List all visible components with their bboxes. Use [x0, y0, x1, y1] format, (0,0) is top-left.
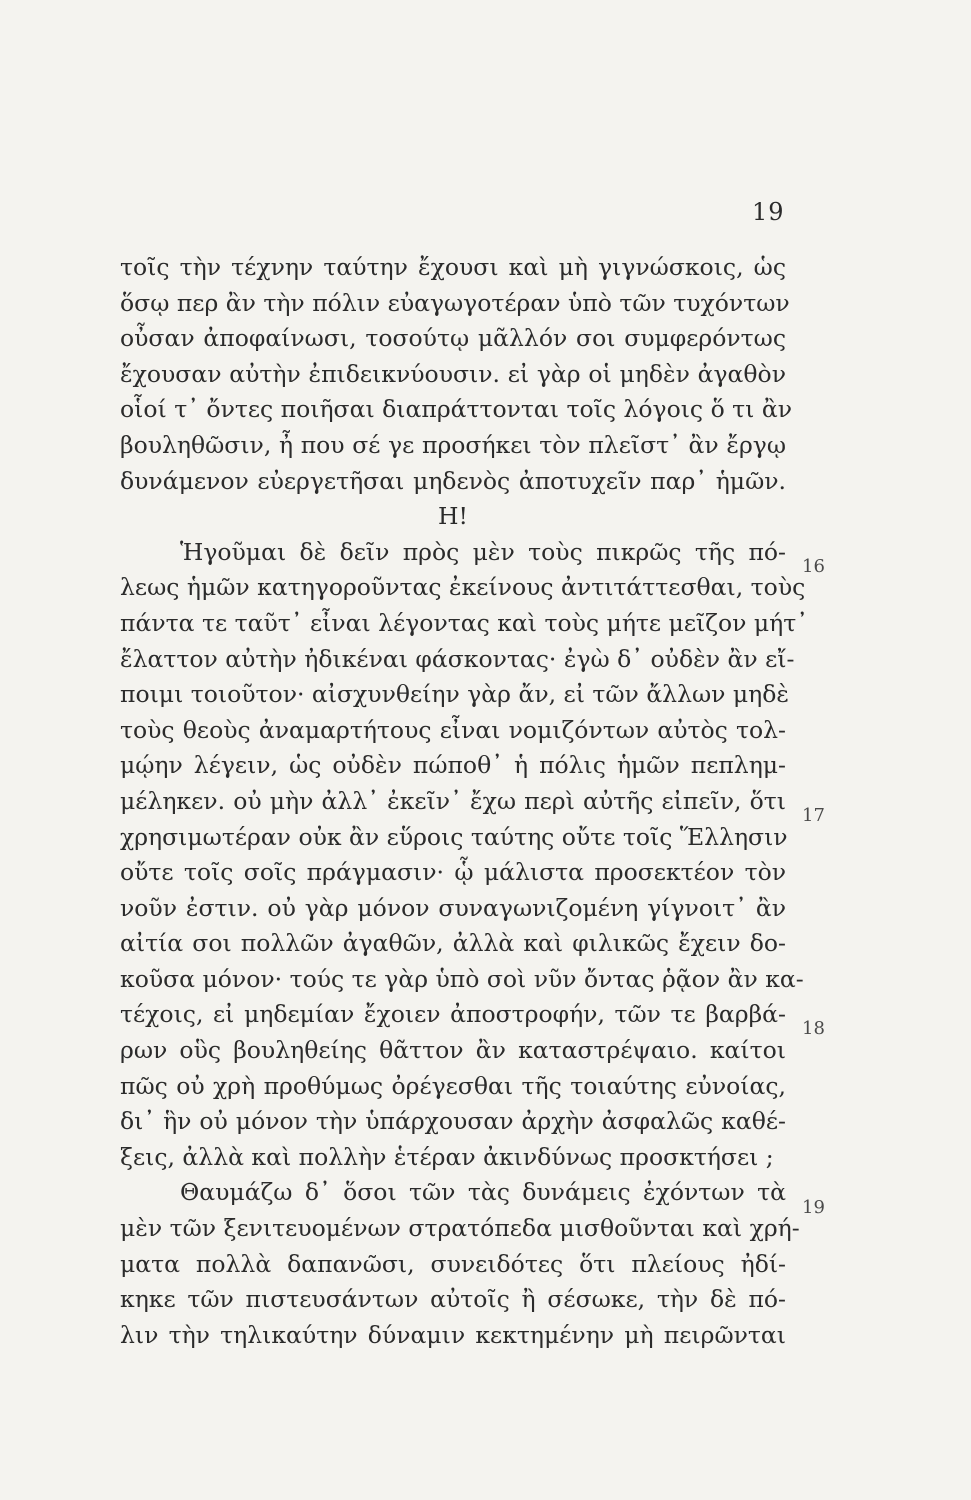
margin-section-number: 16 — [802, 556, 825, 577]
text-line: ξεις, ἀλλὰ καὶ πολλὴν ἑτέραν ἀκινδύνως προσκτήσει ; — [120, 1142, 774, 1171]
page-number: 19 — [752, 198, 785, 226]
text-line: πάντα τε ταῦτ᾽ εἶναι λέγοντας καὶ τοὺς μήτε μεῖζον μήτ᾽ — [120, 608, 808, 637]
text-line: ρων οὓς βουληθείης θᾶττον ἂν καταστρέψαιο. καίτοι — [120, 1036, 786, 1065]
text-line: οὔτε τοῖς σοῖς πράγμασιν· ᾧ μάλιστα προσεκτέον τὸν — [120, 858, 786, 887]
text-line: κοῦσα μόνον· τούς τε γὰρ ὑπὸ σοὶ νῦν ὄντας ῥᾷον ἂν κα- — [120, 964, 804, 993]
text-line: λιν τὴν τηλικαύτην δύναμιν κεκτημένην μὴ πειρῶνται — [120, 1320, 786, 1349]
text-block — [120, 250, 808, 1353]
text-line: μέληκεν. οὐ μὴν ἀλλ᾽ ἐκεῖν᾽ ἔχω περὶ αὐτῆς εἰπεῖν, ὅτι — [120, 786, 786, 815]
text-line: ἔχουσαν αὐτὴν ἐπιδεικνύουσιν. εἰ γὰρ οἱ μηδὲν ἀγαθὸν — [120, 359, 786, 388]
text-line: οὖσαν ἀποφαίνωσι, τοσούτῳ μᾶλλόν σοι συμφερόντως — [120, 324, 786, 353]
text-line: ἔλαττον αὐτὴν ἠδικέναι φάσκοντας· ἐγὼ δ᾽ οὐδὲν ἂν εἴ- — [120, 644, 795, 673]
text-line: βουληθῶσιν, ἦ που σέ γε προσήκει τὸν πλεῖστ᾽ ἂν ἔργῳ — [120, 430, 786, 459]
margin-section-number: 18 — [802, 1018, 825, 1039]
text-line: Ἡγοῦμαι δὲ δεῖν πρὸς μὲν τοὺς πικρῶς τῆς πό- — [180, 537, 786, 566]
text-line: ποιμι τοιοῦτον· αἰσχυνθείην γὰρ ἄν, εἰ τῶν ἄλλων μηδὲ — [120, 680, 790, 709]
text-line: χρησιμωτέραν οὐκ ἂν εὕροις ταύτης οὔτε τοῖς Ἕλλησιν — [120, 822, 788, 851]
text-line: κηκε τῶν πιστευσάντων αὐτοῖς ἢ σέσωκε, τὴν δὲ πό- — [120, 1285, 786, 1314]
text-line: τοῖς τὴν τέχνην ταύτην ἔχουσι καὶ μὴ γιγνώσκοις, ὡς — [120, 253, 786, 281]
margin-section-number: 17 — [802, 805, 825, 826]
text-line: δυνάμενον εὐεργετῆσαι μηδενὸς ἀποτυχεῖν παρ᾽ ἡμῶν. — [120, 466, 786, 495]
text-line: πῶς οὐ χρὴ προθύμως ὀρέγεσθαι τῆς τοιαύτης εὐνοίας, — [120, 1071, 786, 1100]
text-line: ματα πολλὰ δαπανῶσι, συνειδότες ὅτι πλείους ἠδί- — [120, 1249, 786, 1278]
margin-section-number: 19 — [802, 1197, 825, 1218]
text-line: δι᾽ ἣν οὐ μόνον τὴν ὑπάρχουσαν ἀρχὴν ἀσφαλῶς καθέ- — [120, 1107, 786, 1136]
section-heading: Η! — [438, 502, 468, 531]
text-line: μὲν τῶν ξενιτευομένων στρατόπεδα μισθοῦνται καὶ χρή- — [120, 1214, 800, 1243]
text-line: νοῦν ἐστιν. οὐ γὰρ μόνον συναγωνιζομένη γίγνοιτ᾽ ἂν — [120, 893, 786, 922]
text-line: αἰτία σοι πολλῶν ἀγαθῶν, ἀλλὰ καὶ φιλικῶς ἔχειν δο- — [120, 929, 786, 958]
text-line: λεως ἡμῶν κατηγοροῦντας ἐκείνους ἀντιτάττεσθαι, τοὺς — [120, 573, 806, 602]
text-line: μῴην λέγειν, ὡς οὐδὲν πώποθ᾽ ἡ πόλις ἡμῶν πεπλημ- — [120, 751, 786, 780]
text-line: τοὺς θεοὺς ἀναμαρτήτους εἶναι νομιζόντων αὐτὸς τολ- — [120, 715, 786, 744]
text-line: οἷοί τ᾽ ὄντες ποιῆσαι διαπράττονται τοῖς λόγοις ὅ τι ἂν — [120, 395, 793, 424]
text-line: τέχοις, εἰ μηδεμίαν ἔχοιεν ἀποστροφήν, τῶν τε βαρβά- — [120, 1000, 786, 1029]
text-line: Θαυμάζω δ᾽ ὅσοι τῶν τὰς δυνάμεις ἐχόντων τὰ — [180, 1178, 786, 1207]
text-line: ὅσῳ περ ἂν τὴν πόλιν εὐαγωγοτέραν ὑπὸ τῶν τυχόντων — [120, 288, 790, 317]
